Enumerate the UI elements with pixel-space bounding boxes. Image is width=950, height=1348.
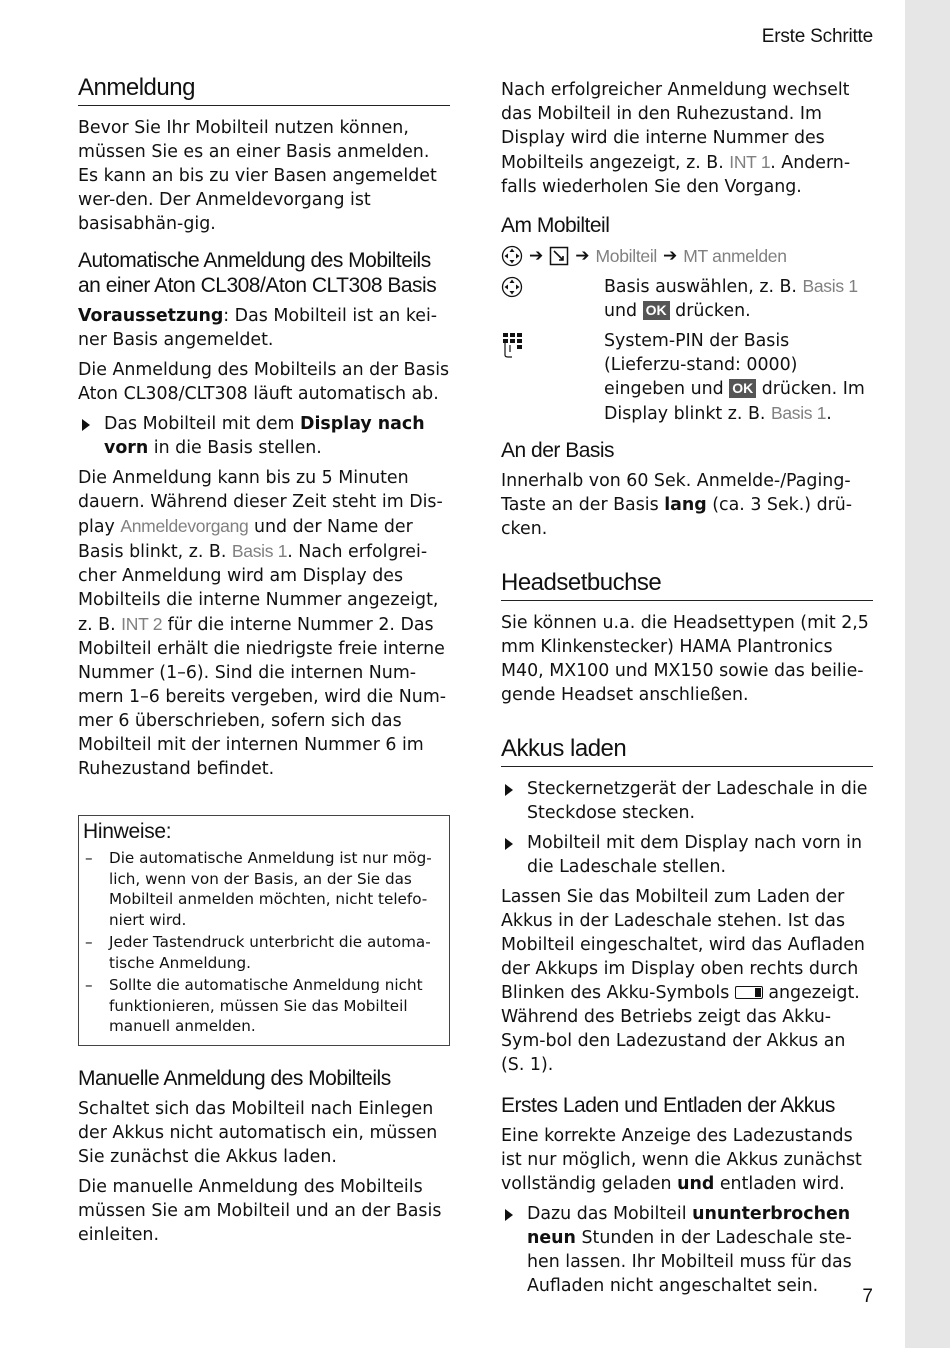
text: und bbox=[604, 301, 643, 321]
arrow-right-icon: ➔ bbox=[575, 246, 590, 266]
bullet-triangle-icon bbox=[505, 1209, 513, 1221]
hinweise-box bbox=[78, 815, 450, 1046]
paragraph-voraussetzung bbox=[78, 304, 450, 352]
step-text bbox=[604, 329, 873, 426]
bullet-bold: Display nach vorn bbox=[104, 414, 425, 458]
heading-erstes-laden: Erstes Laden und Entladen der Akkus bbox=[501, 1094, 835, 1117]
settings-menu-icon bbox=[549, 246, 569, 266]
text: Innerhalb von 60 Sek. Anmelde-/Paging-Taste an der Basis bbox=[501, 471, 851, 515]
bullet-text: Steckernetzgerät der Ladeschale in die Steckdose stecken. bbox=[527, 779, 868, 823]
text: und der Name der Basis blinkt, z. B. bbox=[78, 517, 413, 562]
arrow-right-icon: ➔ bbox=[663, 246, 678, 266]
paragraph-basis bbox=[501, 469, 873, 541]
paragraph-auto: Die Anmeldung des Mobilteils an der Basis Aton CL308/CLT308 läuft automatisch ab. bbox=[78, 360, 450, 404]
heading-headsetbuchse: Headsetbuchse bbox=[501, 569, 873, 601]
paragraph-lassen bbox=[501, 885, 873, 1077]
text: Die Anmeldung kann bis zu 5 Minuten dauern. Während dieser Zeit steht im Dis-play bbox=[78, 468, 443, 537]
step-text bbox=[604, 274, 873, 323]
voraussetzung-text: : Das Mobilteil ist an kei-ner Basis angemeldet. bbox=[78, 306, 438, 350]
bullet-text: Dazu das Mobilteil bbox=[527, 1204, 693, 1224]
heading-am-mobilteil: Am Mobilteil bbox=[501, 214, 610, 237]
bullet-triangle-icon bbox=[82, 419, 90, 431]
display-text-int2: INT 2 bbox=[121, 614, 163, 634]
bullet-bold: ununterbrochen neun bbox=[527, 1204, 851, 1248]
menu-path bbox=[501, 244, 873, 268]
bullet-triangle-icon bbox=[505, 784, 513, 796]
bullet-triangle-icon bbox=[505, 838, 513, 850]
bullet-text-end: in die Basis stellen. bbox=[148, 438, 322, 458]
heading-anmeldung: Anmeldung bbox=[78, 74, 450, 106]
bullet-text-end: Stunden in der Ladeschale ste-hen lassen. Ihr Mobilteil muss für das Aufladen nicht angeschaltet sein. bbox=[527, 1228, 852, 1296]
hinweis-text: Jeder Tastendruck unterbricht die automa-tische Anmeldung. bbox=[109, 933, 431, 972]
heading-automatische-anmeldung: Automatische Anmeldung des Mobilteils an einer Aton CL308/Aton CLT308 Basis bbox=[78, 249, 437, 297]
bullet-text: Das Mobilteil mit dem bbox=[104, 414, 301, 434]
right-column bbox=[501, 78, 873, 1304]
hinweis-text: Sollte die automatische Anmeldung nicht funktionieren, müssen Sie das Mobilteil manuell anmelden. bbox=[109, 976, 423, 1035]
text: . bbox=[826, 404, 832, 424]
page-edge-tab bbox=[905, 0, 950, 1348]
display-text-basis: Basis 1 bbox=[802, 276, 858, 296]
navigation-key-icon bbox=[501, 276, 523, 298]
text: . Nach erfolgrei-cher Anmeldung wird am Display des Mobilteils die interne Nummer angezeigt, z. B. bbox=[78, 542, 439, 635]
bullet-mobilteil-display bbox=[501, 831, 873, 879]
paragraph-nach-anmeldung bbox=[501, 78, 873, 199]
display-text-basis: Basis 1 bbox=[770, 403, 827, 423]
text: Nach erfolgreicher Anmeldung wechselt das Mobilteil in den Ruhezustand. Im Display wird die interne Nummer des Mobilteils angezeigt, z. B. bbox=[501, 80, 850, 173]
arrow-right-icon: ➔ bbox=[529, 246, 544, 266]
heading-manuelle-anmeldung: Manuelle Anmeldung des Mobilteils bbox=[78, 1066, 391, 1090]
navigation-key-icon bbox=[501, 245, 523, 267]
display-text-anmeldevorgang: Anmeldevorgang bbox=[120, 516, 249, 536]
paragraph-erstes bbox=[501, 1124, 873, 1196]
ok-key: OK bbox=[729, 379, 756, 398]
display-text-int1: INT 1 bbox=[729, 152, 771, 172]
voraussetzung-label: Voraussetzung bbox=[78, 306, 224, 326]
paragraph-manuell-2: Die manuelle Anmeldung des Mobilteils müssen Sie am Mobilteil und an der Basis einleiten. bbox=[78, 1176, 442, 1245]
text: für die interne Nummer 2. Das Mobilteil erhält die niedrigste freie interne Nummer (1–6). Sind die internen Num-mern 1–6 bereits vergeben, wird die Num-mer 6 überschrieben, sofern sich das Mobilteil mit der internen Nummer 6 im Ruhezustand befindet. bbox=[78, 615, 447, 779]
hinweis-item bbox=[83, 848, 443, 930]
menu-item-mt-anmelden: MT anmelden bbox=[683, 246, 787, 266]
bullet-display-nach-vorn bbox=[78, 412, 450, 460]
dash: – bbox=[85, 976, 93, 994]
dash: – bbox=[85, 933, 93, 951]
text: angezeigt. Während des Betriebs zeigt das Akku-Sym-bol den Ladezustand der Akkus an (S. 1). bbox=[501, 983, 860, 1075]
battery-icon bbox=[735, 986, 763, 999]
hinweis-text: Die automatische Anmeldung ist nur mög-lich, wenn von der Basis, an der Sie das Mobilteil anmelden möchten, nicht telefo-niert wird. bbox=[109, 849, 432, 929]
step-basis-auswaehlen bbox=[501, 274, 873, 323]
bullet-steckernetzgeraet bbox=[501, 777, 873, 825]
hinweis-item bbox=[83, 975, 443, 1037]
text: (ca. 3 Sek.) drü-cken. bbox=[501, 495, 853, 539]
keypad-icon bbox=[501, 331, 529, 359]
paragraph-dauer bbox=[78, 466, 450, 781]
text: System-PIN der Basis (Lieferzu-stand: 0000) eingeben und bbox=[604, 331, 798, 399]
paragraph-intro: Bevor Sie Ihr Mobilteil nutzen können, müssen Sie es an einer Basis anmelden. Es kann an bis zu vier Basen angemeldet wer-den. Der Anmeldevorgang ist basisabhän-gig. bbox=[78, 118, 437, 234]
bullet-text: Mobilteil mit dem Display nach vorn in die Ladeschale stellen. bbox=[527, 833, 862, 877]
heading-akkus-laden: Akkus laden bbox=[501, 735, 873, 767]
paragraph-manuell-1: Schaltet sich das Mobilteil nach Einlegen der Akkus nicht automatisch ein, müssen Sie zunächst die Akkus laden. bbox=[78, 1098, 438, 1167]
running-head: Erste Schritte bbox=[761, 26, 873, 47]
text: entladen wird. bbox=[714, 1174, 845, 1194]
hinweise-title: Hinweise: bbox=[83, 820, 172, 843]
text: Basis auswählen, z. B. bbox=[604, 277, 803, 297]
ok-key: OK bbox=[643, 301, 670, 320]
page-number: 7 bbox=[862, 1286, 873, 1307]
display-text-basis: Basis 1 bbox=[231, 541, 288, 561]
left-column bbox=[78, 74, 450, 1253]
step-system-pin bbox=[501, 329, 873, 426]
bold-und: und bbox=[677, 1174, 715, 1194]
text: Eine korrekte Anzeige des Ladezustands ist nur möglich, wenn die Akkus zunächst vollständig geladen bbox=[501, 1126, 862, 1194]
paragraph-headset: Sie können u.a. die Headsettypen (mit 2,5 mm Klinkenstecker) HAMA Plantronics M40, MX100 und MX150 sowie das beilie-gende Headset anschließen. bbox=[501, 613, 869, 705]
text: drücken. bbox=[669, 301, 751, 321]
menu-item-mobilteil: Mobilteil bbox=[595, 246, 657, 266]
hinweis-item bbox=[83, 932, 443, 973]
text: Lassen Sie das Mobilteil zum Laden der Akkus in der Ladeschale stehen. Ist das Mobilteil eingeschaltet, wird das Aufladen der Akkups im Display oben rechts durch Blinken des Akku-Symbols bbox=[501, 887, 865, 1003]
heading-an-der-basis: An der Basis bbox=[501, 439, 615, 462]
bullet-ununterbrochen bbox=[501, 1202, 873, 1298]
text: drücken. Im Display blinkt z. B. bbox=[604, 379, 865, 424]
bold-lang: lang bbox=[664, 495, 707, 515]
dash: – bbox=[85, 849, 93, 867]
text: . Andern-falls wiederholen Sie den Vorgang. bbox=[501, 153, 851, 197]
